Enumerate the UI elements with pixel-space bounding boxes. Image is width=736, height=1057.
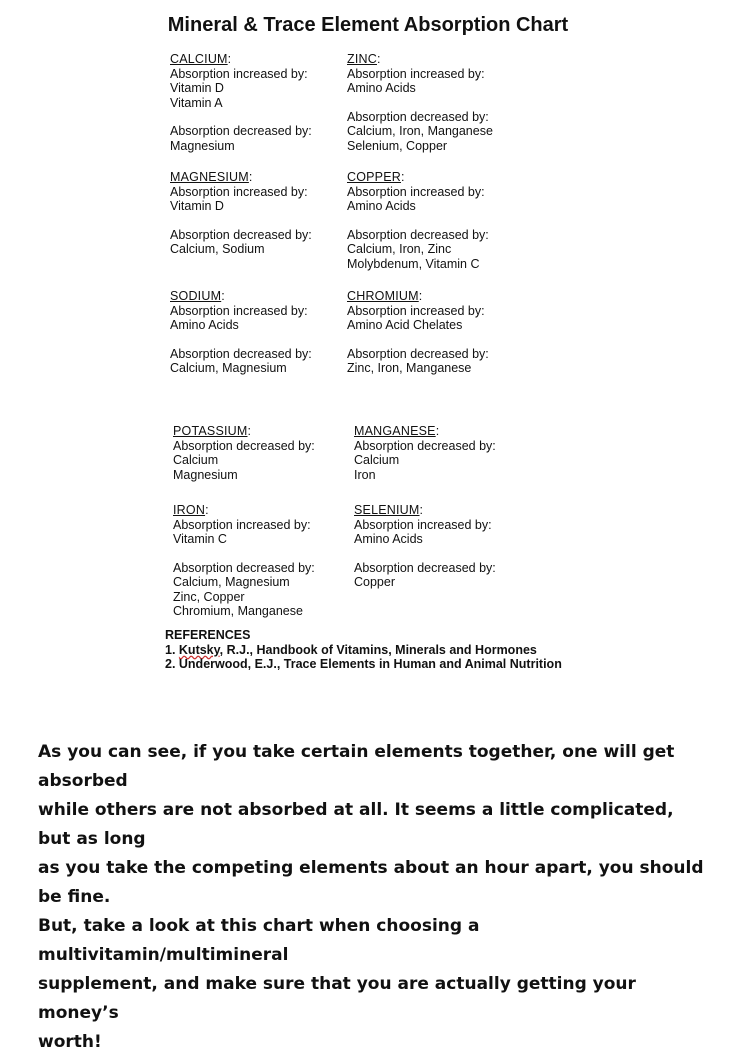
increase-label: Absorption increased by: (170, 184, 308, 199)
decrease-item: Magnesium (170, 138, 235, 153)
increase-item: Amino Acid Chelates (347, 318, 463, 332)
mineral-name: SELENIUM (354, 503, 420, 517)
copper-block: COPPER: Absorption increased by: Amino Acids Absorption decreased by: Calcium, Iron, Zinc Molybdenum, Vitamin C (347, 170, 489, 271)
increase-item: Amino Acids (170, 318, 239, 332)
increase-label: Absorption increased by: (170, 66, 308, 81)
increase-item: Amino Acids (347, 199, 416, 213)
paragraph-line: worth! (38, 1032, 102, 1052)
increase-item: Vitamin D (170, 81, 224, 95)
decrease-item: Calcium, Sodium (170, 242, 265, 256)
decrease-item: Calcium, Iron, Zinc (347, 242, 452, 256)
decrease-label: Absorption decreased by: (170, 227, 312, 242)
increase-item: Vitamin D (170, 199, 224, 213)
manganese-block: MANGANESE: Absorption decreased by: Calcium Iron (354, 424, 496, 482)
decrease-item: Molybdenum, Vitamin C (347, 256, 480, 271)
decrease-item: Selenium, Copper (347, 138, 448, 153)
paragraph-line: But, take a look at this chart when choosing a multivitamin/multimineral (38, 916, 480, 965)
references (165, 628, 562, 672)
decrease-item: Calcium (173, 453, 219, 467)
decrease-label: Absorption decreased by: (347, 346, 489, 361)
calcium-block: CALCIUM: Absorption increased by: Vitamin D Vitamin A Absorption decreased by: Magnesium (170, 52, 312, 153)
mineral-name: ZINC (347, 52, 377, 66)
reference-number: 1. (165, 642, 179, 657)
magnesium-block: MAGNESIUM: Absorption increased by: Vitamin D Absorption decreased by: Calcium, Sodium (170, 170, 312, 256)
decrease-label: Absorption decreased by: (354, 438, 496, 453)
reference-1 (165, 643, 562, 658)
paragraph-line: supplement, and make sure that you are actually getting your money’s (38, 974, 636, 1023)
increase-label: Absorption increased by: (354, 517, 492, 532)
decrease-item: Magnesium (173, 467, 238, 482)
mineral-name: COPPER (347, 170, 401, 184)
mineral-name: SODIUM (170, 289, 222, 303)
increase-label: Absorption increased by: (173, 517, 311, 532)
increase-item: Amino Acids (354, 532, 423, 546)
reference-2: 2. Underwood, E.J., Trace Elements in Human and Animal Nutrition (165, 657, 562, 671)
paragraph-line: as you take the competing elements about an hour apart, you should be fine. (38, 858, 704, 907)
mineral-name: IRON (173, 503, 206, 517)
reference-author: Kutsky (178, 642, 220, 657)
increase-label: Absorption increased by: (347, 184, 485, 199)
mineral-name: CHROMIUM (347, 289, 419, 303)
mineral-name: MAGNESIUM (170, 170, 249, 184)
chromium-block: CHROMIUM: Absorption increased by: Amino Acid Chelates Absorption decreased by: Zinc, Iron, Manganese (347, 289, 489, 375)
decrease-item: Chromium, Manganese (173, 604, 303, 618)
selenium-block: SELENIUM: Absorption increased by: Amino Acids Absorption decreased by: Copper (354, 503, 496, 589)
references-heading: REFERENCES (165, 628, 251, 642)
paragraph-line: while others are not absorbed at all. It seems a little complicated, but as long (38, 800, 674, 849)
mineral-name: CALCIUM (170, 52, 228, 66)
decrease-item: Zinc, Copper (173, 589, 245, 604)
decrease-label: Absorption decreased by: (347, 227, 489, 242)
iron-block: IRON: Absorption increased by: Vitamin C Absorption decreased by: Calcium, Magnesium Zinc, Copper Chromium, Manganese (173, 503, 315, 618)
increase-label: Absorption increased by: (347, 66, 485, 81)
decrease-item: Calcium, Magnesium (173, 575, 290, 589)
decrease-label: Absorption decreased by: (170, 346, 312, 361)
decrease-item: Calcium, Magnesium (170, 361, 287, 375)
increase-item: Vitamin C (173, 532, 227, 546)
decrease-item: Zinc, Iron, Manganese (347, 361, 472, 375)
decrease-item: Calcium (354, 453, 400, 467)
decrease-label: Absorption decreased by: (170, 124, 312, 138)
explanation-paragraph (38, 738, 708, 1057)
chart-title: Mineral & Trace Element Absorption Chart (167, 14, 569, 36)
reference-text: , R.J., Handbook of Vitamins, Minerals and Hormones (219, 642, 537, 657)
decrease-item: Copper (354, 575, 395, 589)
potassium-block: POTASSIUM: Absorption decreased by: Calcium Magnesium (173, 424, 315, 482)
decrease-label: Absorption decreased by: (173, 438, 315, 453)
decrease-label: Absorption decreased by: (354, 560, 496, 575)
decrease-item: Calcium, Iron, Manganese (347, 124, 493, 138)
decrease-item: Iron (354, 467, 376, 482)
increase-label: Absorption increased by: (170, 303, 308, 318)
sodium-block: SODIUM: Absorption increased by: Amino Acids Absorption decreased by: Calcium, Magnesium (170, 289, 312, 375)
mineral-name: MANGANESE (354, 424, 436, 438)
mineral-name: POTASSIUM (173, 424, 248, 438)
increase-item: Vitamin A (170, 95, 223, 110)
decrease-label: Absorption decreased by: (347, 109, 489, 124)
paragraph-line: As you can see, if you take certain elements together, one will get absorbed (38, 742, 675, 791)
decrease-label: Absorption decreased by: (173, 560, 315, 575)
increase-item: Amino Acids (347, 81, 416, 95)
zinc-block: ZINC: Absorption increased by: Amino Acids Absorption decreased by: Calcium, Iron, Manganese Selenium, Copper (347, 52, 493, 153)
increase-label: Absorption increased by: (347, 303, 485, 318)
